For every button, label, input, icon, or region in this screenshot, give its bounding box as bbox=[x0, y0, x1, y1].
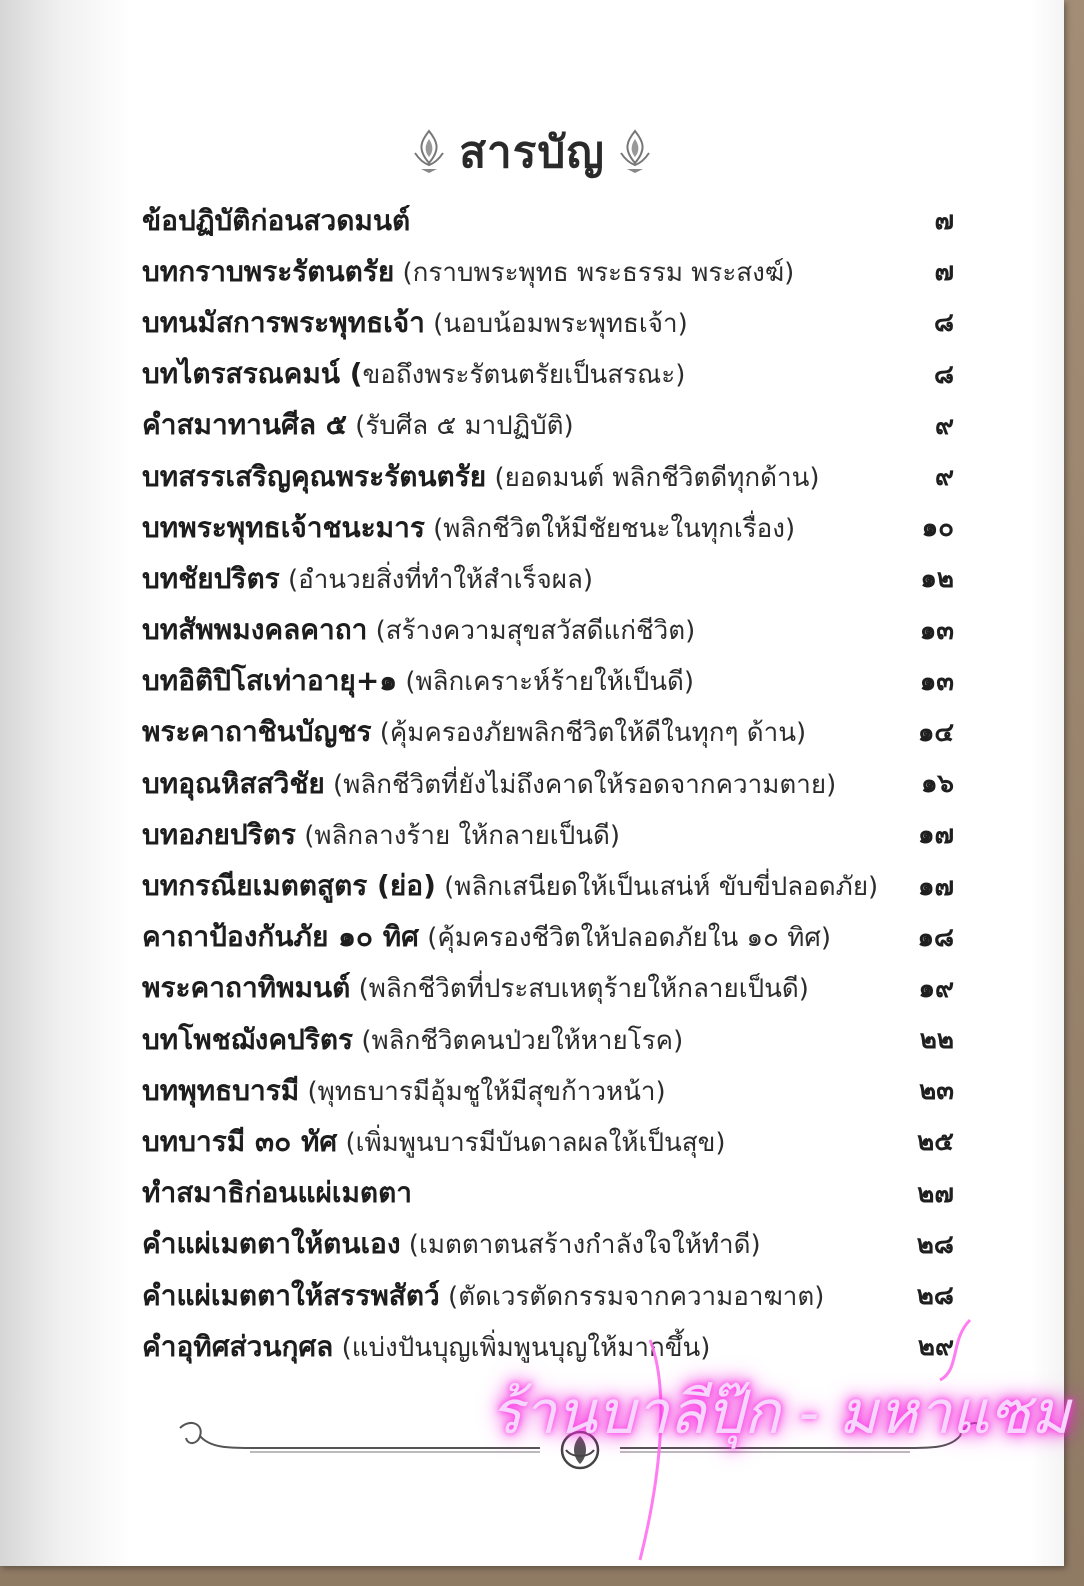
toc-title: คาถาป้องกันภัย ๑๐ ทิศ bbox=[142, 920, 419, 954]
toc-description: (กราบพระพุทธ พระธรรม พระสงฆ์) bbox=[394, 257, 795, 288]
toc-description: (พลิกลางร้าย ให้กลายเป็นดี) bbox=[295, 820, 621, 851]
toc-entry bbox=[142, 199, 410, 243]
toc-title: ข้อปฏิบัติก่อนสวดมนต์ bbox=[142, 203, 411, 237]
toc-description: (เมตตาตนสร้างกำลังใจให้ทำดี) bbox=[400, 1230, 761, 1261]
toc-entry bbox=[142, 557, 593, 601]
toc-row bbox=[142, 553, 954, 604]
toc-row bbox=[142, 707, 954, 758]
toc-page-number: ๑๗ bbox=[917, 820, 954, 851]
toc-row bbox=[142, 349, 954, 400]
toc-entry bbox=[142, 762, 836, 806]
toc-page-number: ๑๙ bbox=[918, 973, 954, 1004]
toc-page-number: ๒๘ bbox=[916, 1281, 954, 1312]
toc-description: (แบ่งปันบุญเพิ่มพูนบุญให้มากขึ้น) bbox=[333, 1332, 711, 1363]
toc-description: (พลิกเสนียดให้เป็นเสน่ห์ ขับขี่ปลอดภัย) bbox=[435, 872, 879, 903]
toc-page-number: ๑๒ bbox=[920, 564, 954, 595]
toc-page-number: ๙ bbox=[934, 462, 954, 493]
toc-description: (คุ้มครองชีวิตให้ปลอดภัยใน ๑๐ ทิศ) bbox=[418, 923, 831, 954]
toc-title: บทโพชฌังคปริตร bbox=[142, 1022, 354, 1056]
toc-entry bbox=[142, 608, 695, 652]
toc-entry bbox=[142, 1171, 412, 1215]
toc-entry bbox=[142, 710, 806, 754]
toc-description: (พลิกชีวิตให้มีชัยชนะในทุกเรื่อง) bbox=[424, 513, 796, 544]
toc-entry bbox=[142, 455, 820, 499]
toc-page-number: ๒๒ bbox=[919, 1025, 954, 1056]
toc-title: พระคาถาทิพมนต์ bbox=[142, 971, 351, 1005]
toc-page-number: ๑๘ bbox=[917, 922, 954, 953]
toc-entry bbox=[142, 1018, 683, 1062]
toc-page-number: ๗ bbox=[934, 257, 954, 288]
toc-row bbox=[142, 1065, 954, 1116]
toc-entry bbox=[142, 966, 809, 1010]
toc-title: บทกราบพระรัตนตรัย bbox=[142, 254, 395, 288]
toc-row bbox=[142, 246, 954, 297]
toc-page-number: ๘ bbox=[933, 359, 954, 390]
toc-entry bbox=[142, 250, 794, 294]
toc-row bbox=[142, 297, 954, 348]
toc-description: (ตัดเวรตัดกรรมจากความอาฆาต) bbox=[439, 1281, 825, 1312]
toc-title: คำอุทิศส่วนกุศล bbox=[142, 1329, 334, 1363]
toc-description: (สร้างความสุขสวัสดีแก่ชีวิต) bbox=[367, 616, 696, 647]
toc-title: บทนมัสการพระพุทธเจ้า bbox=[142, 305, 425, 339]
toc-page-number: ๑๔ bbox=[917, 717, 954, 748]
page-title: สารบัญ bbox=[459, 127, 605, 178]
toc-page-number: ๙ bbox=[934, 410, 954, 441]
toc-title: คำแผ่เมตตาให้สรรพสัตว์ bbox=[142, 1278, 440, 1312]
toc-entry bbox=[142, 813, 620, 857]
toc-row bbox=[142, 451, 954, 502]
toc-page-number: ๑๓ bbox=[919, 615, 954, 646]
toc-description: ขอถึงพระรัตนตรัยเป็นสรณะ) bbox=[362, 360, 686, 391]
toc-title: บทอิติปิโสเท่าอายุ+๑ bbox=[142, 664, 398, 698]
toc-title: คำแผ่เมตตาให้ตนเอง bbox=[142, 1227, 401, 1261]
toc-title: บทสรรเสริญคุณพระรัตนตรัย bbox=[142, 459, 487, 493]
toc-description: (ยอดมนต์ พลิกชีวิตดีทุกด้าน) bbox=[486, 462, 820, 493]
toc-page-number: ๑๖ bbox=[920, 769, 954, 800]
toc-title: บทอุณหิสสวิชัย bbox=[142, 766, 325, 800]
toc-entry bbox=[142, 915, 831, 959]
toc-description: (พลิกชีวิตที่ยังไม่ถึงคาดให้รอดจากความตาย) bbox=[324, 769, 837, 800]
toc-entry bbox=[142, 659, 694, 703]
toc-entry bbox=[142, 352, 685, 396]
toc-entry bbox=[142, 864, 878, 908]
toc-row bbox=[142, 605, 954, 656]
toc-row bbox=[142, 758, 954, 809]
toc-title: พระคาถาชินบัญชร bbox=[142, 715, 372, 749]
toc-row bbox=[142, 400, 954, 451]
toc-row bbox=[142, 1116, 954, 1167]
toc-page-number: ๒๙ bbox=[917, 1332, 954, 1363]
toc-description: (พลิกชีวิตที่ประสบเหตุร้ายให้กลายเป็นดี) bbox=[350, 974, 809, 1005]
toc-title: บทชัยปริตร bbox=[142, 561, 280, 595]
toc-entry bbox=[142, 1120, 726, 1164]
toc-entry bbox=[142, 1069, 666, 1113]
toc-page-number: ๒๗ bbox=[917, 1178, 954, 1209]
toc-row bbox=[142, 912, 954, 963]
toc-row bbox=[142, 1219, 954, 1270]
watermark-text: ร้านบาลีปุ๊ก - มหาแซม bbox=[490, 1378, 1071, 1448]
toc-row bbox=[142, 656, 954, 707]
toc-description: (พุทธบารมีอุ้มชูให้มีสุขก้าวหน้า) bbox=[299, 1076, 666, 1107]
title-block bbox=[0, 112, 1064, 192]
toc-title: บทอภยปริตร bbox=[142, 817, 296, 851]
toc-description: (พลิกเคราะห์ร้ายให้เป็นดี) bbox=[397, 667, 695, 698]
toc-page-number: ๑๗ bbox=[917, 871, 954, 902]
toc-page-number: ๑๓ bbox=[919, 666, 954, 697]
toc-entry bbox=[142, 301, 688, 345]
toc-description: (นอบน้อมพระพุทธเจ้า) bbox=[424, 308, 688, 339]
toc-title: บทไตรสรณคมน์ ( bbox=[142, 357, 363, 391]
toc-title: บทบารมี ๓๐ ทัศ bbox=[142, 1124, 338, 1158]
toc-title: บทกรณียเมตตสูตร (ย่อ) bbox=[142, 869, 436, 903]
table-of-contents bbox=[142, 195, 954, 1372]
toc-entry bbox=[142, 1222, 761, 1266]
toc-row bbox=[142, 1014, 954, 1065]
toc-title: บทพระพุทธเจ้าชนะมาร bbox=[142, 510, 425, 544]
toc-title: ทำสมาธิก่อนแผ่เมตตา bbox=[142, 1176, 413, 1210]
toc-description: (เพิ่มพูนบารมีบันดาลผลให้เป็นสุข) bbox=[337, 1127, 726, 1158]
toc-page-number: ๒๕ bbox=[917, 1127, 954, 1158]
toc-row bbox=[142, 963, 954, 1014]
toc-row bbox=[142, 195, 954, 246]
toc-entry bbox=[142, 506, 795, 550]
toc-title: บทสัพพมงคลคาถา bbox=[142, 613, 368, 647]
toc-page-number: ๒๘ bbox=[916, 1229, 954, 1260]
toc-title: บทพุทธบารมี bbox=[142, 1073, 300, 1107]
toc-row bbox=[142, 860, 954, 911]
toc-page-number: ๑๐ bbox=[921, 513, 954, 544]
toc-row bbox=[142, 809, 954, 860]
lotus-ornament-icon bbox=[617, 129, 653, 175]
toc-description: (พลิกชีวิตคนป่วยให้หายโรค) bbox=[353, 1025, 684, 1056]
toc-description: (รับศีล ๕ มาปฏิบัติ) bbox=[346, 411, 574, 442]
toc-page-number: ๗ bbox=[934, 206, 954, 237]
toc-description: (อำนวยสิ่งที่ทำให้สำเร็จผล) bbox=[279, 564, 594, 595]
toc-entry bbox=[142, 403, 574, 447]
toc-row bbox=[142, 502, 954, 553]
lotus-ornament-icon bbox=[411, 129, 447, 175]
toc-page-number: ๘ bbox=[933, 308, 954, 339]
toc-page-number: ๒๓ bbox=[919, 1076, 954, 1107]
toc-row bbox=[142, 1168, 954, 1219]
toc-title: คำสมาทานศีล ๕ bbox=[142, 408, 347, 442]
toc-description: (คุ้มครองภัยพลิกชีวิตให้ดีในทุกๆ ด้าน) bbox=[371, 718, 807, 749]
